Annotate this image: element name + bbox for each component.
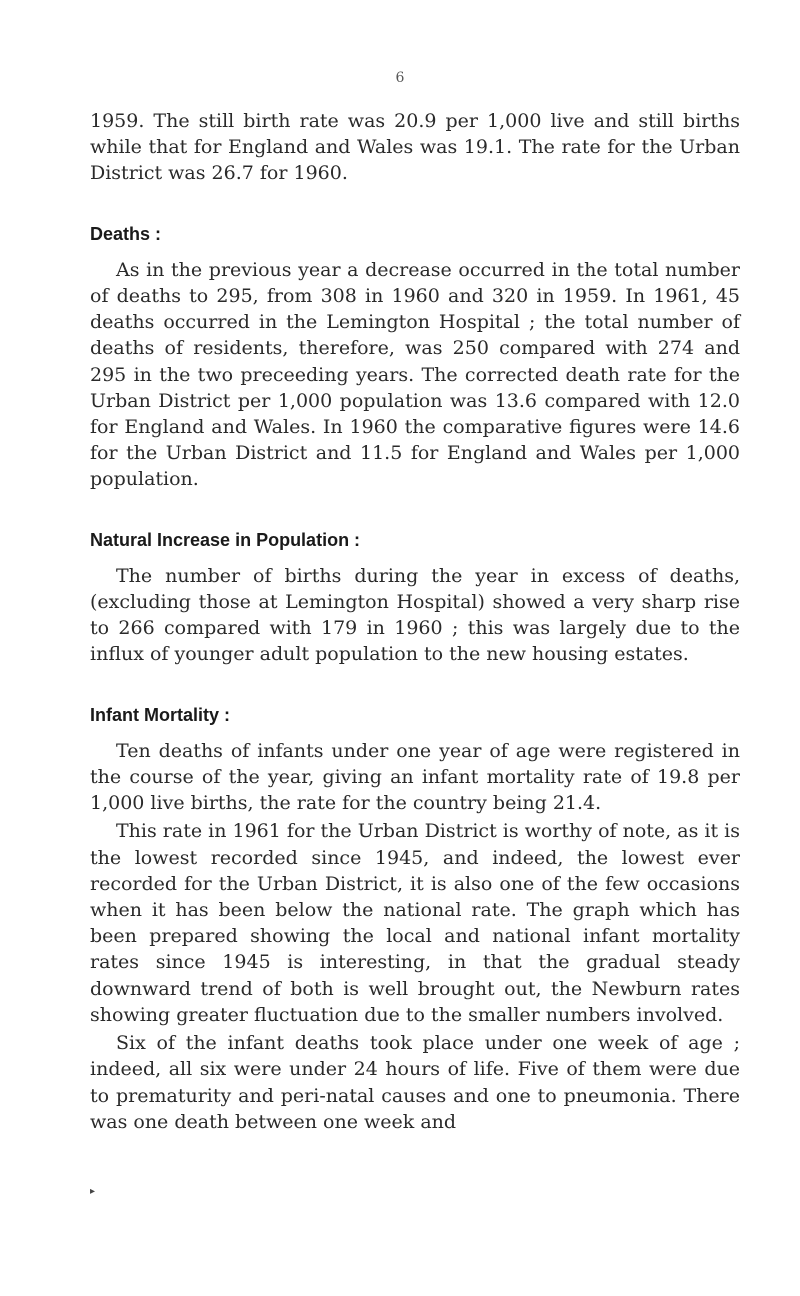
page-number: 6 [395, 70, 405, 86]
document-body [90, 108, 740, 1135]
deaths-paragraph: As in the previous year a decrease occurred in the total number of deaths to 295, from 308 in 1960 and 320 in 1959. In 1961, 45 deaths occurred in the Lemington Hospital ; the total number of deaths of residents, therefore, was 250 compared with 274 and 295 in the two preceeding years. The corrected death rate for the Urban District per 1,000 population was 13.6 compared with 12.0 for England and Wales. In 1960 the comparative figures were 14.6 for the Urban District and 11.5 for England and Wales per 1,000 population. [90, 258, 740, 491]
natural-increase-paragraph: The number of births during the year in excess of deaths, (excluding those at Lemington Hospital) showed a very sharp rise to 266 compared with 179 in 1960 ; this was largely due to the influx of younger adult population to the new housing estates. [90, 564, 740, 666]
deaths-heading: Deaths : [90, 223, 162, 244]
natural-increase-heading: Natural Increase in Population : [90, 529, 361, 550]
infant-mortality-paragraph-2: This rate in 1961 for the Urban District is worthy of note, as it is the lowest recorded since 1945, and indeed, the lowest ever recorded for the Urban District, it is also one of the few occasions when it has been below the national rate. The graph which has been prepared showing the local and national infant mortality rates since 1945 is interesting, in that the gradual steady downward trend of both is well brought out, the Newburn rates showing greater fluctuation due to the smaller numbers involved. [90, 820, 740, 1026]
infant-mortality-paragraph-3: Six of the infant deaths took place under one week of age ; indeed, all six were under 24 hours of life. Five of them were due to prematurity and peri-natal causes and one to pneumonia. There was one death between one week and [90, 1032, 740, 1133]
infant-mortality-paragraph-1: Ten deaths of infants under one year of age were registered in the course of the year, giving an infant mortality rate of 19.8 per 1,000 live births, the rate for the country being 21.4. [90, 739, 740, 815]
footer-mark: ▸ [90, 1186, 96, 1197]
intro-paragraph: 1959. The still birth rate was 20.9 per 1,000 live and still births while that for England and Wales was 19.1. The rate for the Urban District was 26.7 for 1960. [90, 110, 740, 185]
infant-mortality-heading: Infant Mortality : [90, 704, 230, 725]
